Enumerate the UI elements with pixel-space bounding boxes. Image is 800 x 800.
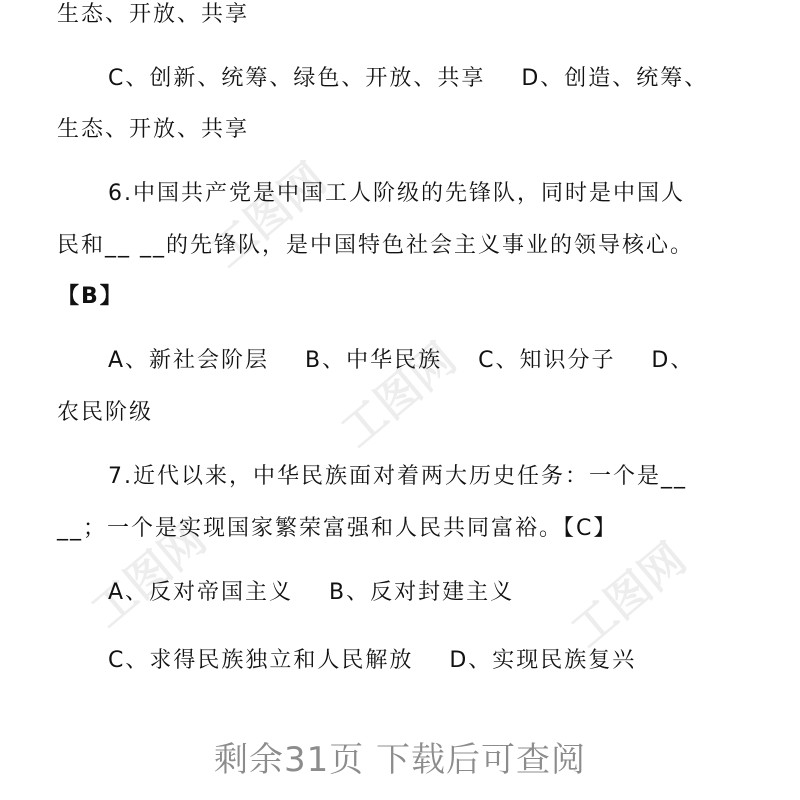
question-7-line: 7.近代以来，中华民族面对着两大历史任务：一个是__ — [108, 464, 687, 489]
watermark: 工图网 — [561, 533, 696, 658]
remaining-pages-notice[interactable]: 剩余31页 下载后可查阅 — [213, 740, 587, 780]
text-line: __；一个是实现国家繁荣富强和人民共同富裕。【C】 — [57, 516, 618, 541]
watermark: 工图网 — [201, 153, 336, 278]
text-line: 农民阶级 — [57, 400, 154, 425]
text-line: 生态、开放、共享 — [57, 2, 250, 27]
options-line: A、新社会阶层 B、中华民族 C、知识分子 D、 — [108, 348, 695, 373]
text-line: 民和__ __的先锋队，是中国特色社会主义事业的领导核心。 — [57, 233, 694, 258]
text-line: C、创新、统筹、绿色、开放、共享 D、创造、统筹、 — [108, 66, 709, 91]
watermark: 工图网 — [331, 333, 466, 458]
text-line: 生态、开放、共享 — [57, 117, 250, 142]
options-line: A、反对帝国主义 B、反对封建主义 — [108, 580, 515, 605]
options-line: C、求得民族独立和人民解放 D、实现民族复兴 — [108, 648, 637, 673]
question-6-line: 6.中国共产党是中国工人阶级的先锋队，同时是中国人 — [108, 181, 685, 206]
answer-label: 【B】 — [57, 284, 124, 309]
watermark: 工图网 — [81, 513, 216, 638]
